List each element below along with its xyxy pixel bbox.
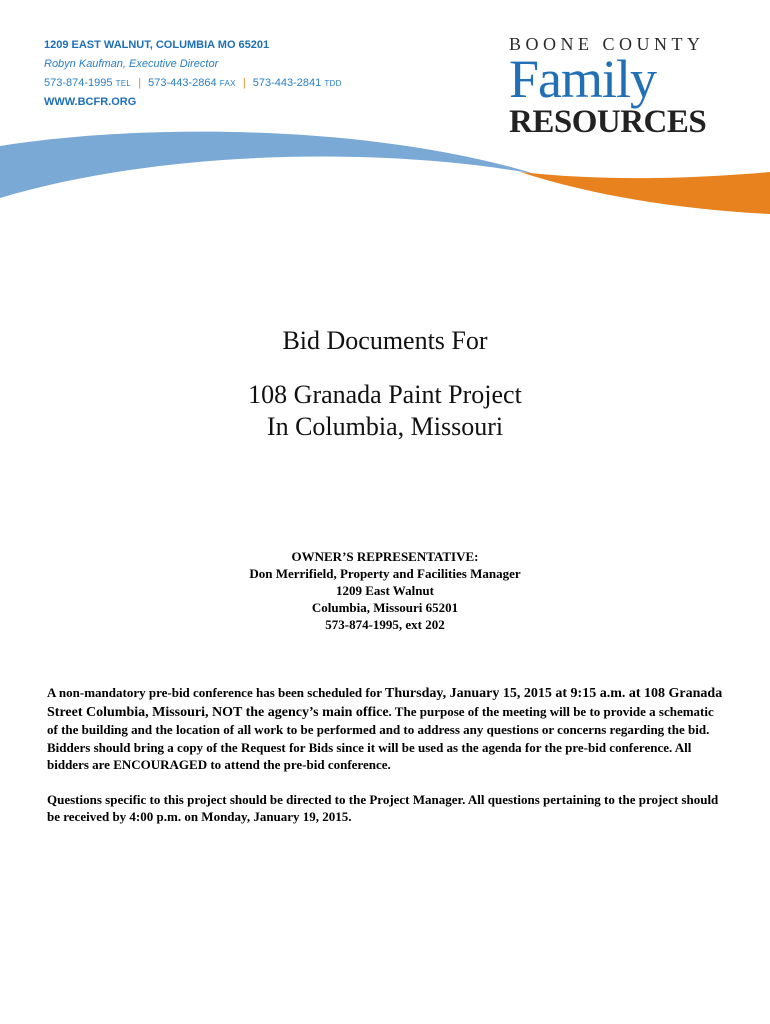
title-line-1: Bid Documents For [282, 326, 488, 355]
organization-logo [509, 34, 729, 139]
phone-tdd: 573-443-2841 [252, 77, 322, 89]
document-title [0, 325, 770, 443]
tdd-label: TDD [324, 79, 342, 88]
letterhead-phones [44, 74, 342, 93]
phone-fax: 573-443-2864 [148, 77, 217, 89]
letterhead [44, 36, 342, 112]
phone-tel: 573-874-1995 [44, 77, 113, 89]
letterhead-address: 1209 EAST WALNUT, COLUMBIA MO 65201 [44, 39, 270, 51]
owner-heading: OWNER’S REPRESENTATIVE: [291, 549, 479, 564]
logo-family: Family [509, 49, 657, 109]
separator: | [242, 77, 246, 89]
owner-phone: 573-874-1995, ext 202 [325, 617, 445, 632]
title-line-2: 108 Granada Paint Project [248, 380, 522, 409]
tel-label: TEL [115, 79, 132, 88]
logo-resources: RESOURCES [509, 104, 707, 140]
letterhead-website[interactable]: WWW.BCFR.ORG [44, 96, 137, 108]
blue-swoosh [0, 132, 535, 198]
owner-city: Columbia, Missouri 65201 [311, 600, 459, 615]
separator: | [138, 77, 142, 89]
fax-label: FAX [219, 79, 236, 88]
questions-paragraph: Questions specific to this project should be directed to the Project Manager. All questions pertaining to the project should be received by 4:00 p.m. on Monday, January 19, 2015. [47, 791, 719, 824]
owner-name: Don Merrifield, Property and Facilities Manager [249, 566, 521, 581]
conference-details: Thursday, January 15, 2015 at 9:15 a.m. at 108 Granada Street Columbia, Missouri, NOT the agency’s main office [47, 686, 723, 720]
letterhead-director: Robyn Kaufman, Executive Director [44, 58, 219, 70]
conference-intro: A non-mandatory pre-bid conference has been scheduled for [47, 685, 386, 700]
conference-paragraph [47, 684, 727, 774]
owner-street: 1209 East Walnut [335, 583, 434, 598]
body-text [47, 684, 727, 843]
owner-representative [0, 548, 770, 633]
title-line-3: In Columbia, Missouri [266, 412, 504, 441]
conference-purpose: . The purpose of the meeting will be to provide a schematic of the building and the location of all work to be performed and to address any questions or concerns regarding the bid. Bidders should bring a copy of the Request for Bids since it will be used as the agenda for the pre-bid conference. All bidders are ENCOURAGED to attend the pre-bid conference. [47, 703, 714, 772]
header-swoosh [0, 128, 770, 218]
logo-boone-county: BOONE COUNTY [509, 34, 705, 54]
orange-swoosh [520, 172, 770, 214]
